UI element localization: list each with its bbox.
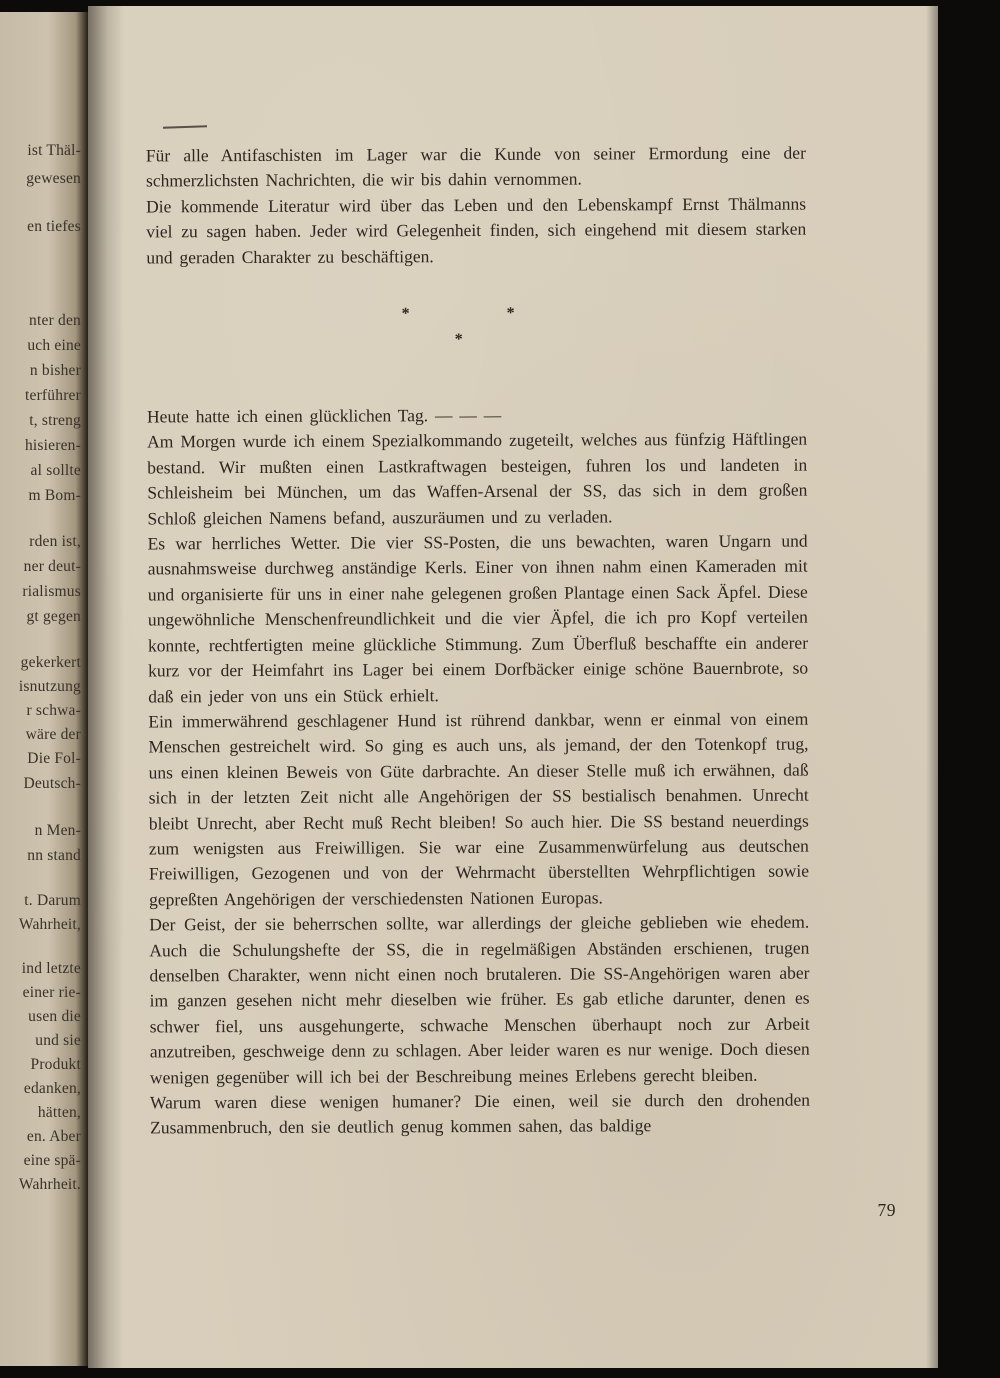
left-page-text-fragment: edanken, [23,1080,81,1097]
stray-pen-dash [163,125,207,129]
left-page-text-fragment: m Bom- [28,487,81,504]
left-page-text-fragment: n bisher [29,362,81,379]
left-page-text-fragment: usen die [28,1008,81,1025]
page-text [146,141,810,1142]
left-page-text-fragment: Wahrheit. [18,1176,81,1193]
left-page-text-fragment: ner deut- [23,558,81,575]
paragraph: Warum waren diese wenigen humaner? Die einen, weil sie durch den drohenden Zusammenbruch, den sie deutlich genug kommen sahen, das baldige [149,1089,811,1138]
left-page-text-fragment: n Men- [34,822,81,839]
left-page-text-fragment: ind letzte [21,960,81,977]
asterisk-icon: * [454,331,463,349]
left-page-text-fragment: uch eine [27,337,81,354]
left-page-text-fragment: einer rie- [22,984,81,1001]
left-page-text-fragment: wäre der [25,726,81,743]
book-page [88,6,938,1368]
left-page-text-fragment: nter den [29,312,81,329]
previous-page-edge [0,12,88,1366]
page-number: 79 [877,1200,896,1220]
paragraph: Ein immerwährend geschlagener Hund ist rührend dankbar, wenn er einmal von einem Menschen gestreichelt wird. So ging es auch uns, als jemand, der den Totenkopf trug, uns einen kleinen Beweis von Güte darbrachte. An dieser Stelle muß ich erwähnen, daß sich in der letzten Zeit nicht alle Angehörigen der SS bestialisch benahmen. Unrecht bleibt Unrecht, aber Recht muß Recht bleiben! So auch hier. Die SS bestand neuerdings zum wenigsten aus Freiwilligen. Sie war eine Zusammenwürfelung aus deutschen Freiwilligen, Gezogenen und von der Wehrmacht überstellten Wehrpflichtigen sowie gepreßten Angehörigen der verschiedensten Nationen Europas. [148,708,810,910]
asterisk-icon: * [506,304,515,322]
left-page-text-fragment: gt gegen [26,608,81,625]
asterisk-divider [147,300,807,351]
left-page-text-fragment: r schwa- [26,702,81,719]
left-page-text-fragment: rden ist, [29,533,81,550]
left-page-text-fragment: Produkt [30,1056,81,1073]
left-page-text-fragment: t. Darum [24,892,81,909]
left-page-text-fragment: Wahrheit, [18,916,81,933]
left-page-text-fragment: Die Fol- [27,750,81,767]
left-page-text-fragment: Deutsch- [23,775,81,792]
paragraph: Es war herrliches Wetter. Die vier SS-Posten, die uns bewachten, waren Ungarn und ausnahmsweise durchweg anständige Kerls. Einer von ihnen nahm einen Kameraden mit und organisierte für uns in einer nahe gelegenen großen Plantage einen Sack Äpfel. Diese ungewöhnliche Menschenfreundlichkeit und die vier Äpfel, die ich pro Kopf verteilen konnte, rechtfertigten meine glückliche Stimmung. Zum Überfluß beschaffte ein anderer kurz vor der Heimfahrt ins Lager bei einem Dorfbäcker einige schöne Bauernbrote, so daß ein jeder von uns ein Stück erhielt. [147,530,809,706]
left-page-text-fragment: al sollte [30,462,81,479]
left-page-text-fragment: hisieren- [24,437,81,454]
paragraph: Die kommende Literatur wird über das Leben und den Lebenskampf Ernst Thälmanns viel zu sagen haben. Jeder wird Gelegenheit finden, sich eingehend mit diesem starken und geraden Charakter zu beschäftigen. [146,193,807,268]
paragraph: Der Geist, der sie beherrschen sollte, war allerdings der gleiche geblieben wie ehedem. Auch die Schulungshefte der SS, die in regelmäßigen Abständen erschienen, trugen denselben Charakter, wenn nicht einen noch brutaleren. Die SS-Angehörigen waren aber im ganzen gesehen nicht mehr dieselben wie früher. Es gab etliche darunter, denen es schwer fiel, uns ausgehungerte, schwache Menschen überhaupt noch zur Arbeit anzutreiben, geschweige denn zu schlagen. Aber leider waren es nur wenige. Doch diesen wenigen gegenüber will ich bei der Beschreibung meines Erlebens gerecht bleiben. [149,911,810,1088]
asterisk-icon: * [401,305,410,323]
paragraph: Am Morgen wurde ich einem Spezialkommando zugeteilt, welches aus fünfzig Häftlingen bestand. Wir mußten einen Lastkraftwagen besteigen, fuhren los und landeten in Schleisheim bei München, um das Waffen-Arsenal der SS, das sich in dem großen Schloß gleichen Namens befand, auszuräumen und zu verladen. [147,428,808,529]
left-page-text-fragment: und sie [35,1032,81,1049]
left-page-text-fragment: gewesen [26,170,81,187]
left-page-text-fragment: en tiefes [27,218,81,235]
left-page-text-fragment: terführer [24,387,81,404]
left-page-text-fragment: ist Thäl- [27,142,81,159]
left-page-text-fragment: gekerkert [20,654,81,671]
left-page-text-fragment: nn stand [27,847,81,864]
left-page-text-fragment: t, streng [29,412,81,429]
left-page-text-fragment: rialismus [22,583,81,600]
left-page-text-fragment: isnutzung [18,678,81,695]
left-page-text-fragment: eine spä- [23,1152,81,1169]
left-page-text-fragment: en. Aber [26,1128,81,1145]
left-page-text-fragment: hätten, [37,1104,81,1121]
paragraph: Für alle Antifaschisten im Lager war die Kunde von seiner Ermordung eine der schmerzlichsten Nachrichten, die wir bis dahin vernommen. [145,142,806,191]
paragraph: Heute hatte ich einen glücklichen Tag. — — — [146,404,502,427]
